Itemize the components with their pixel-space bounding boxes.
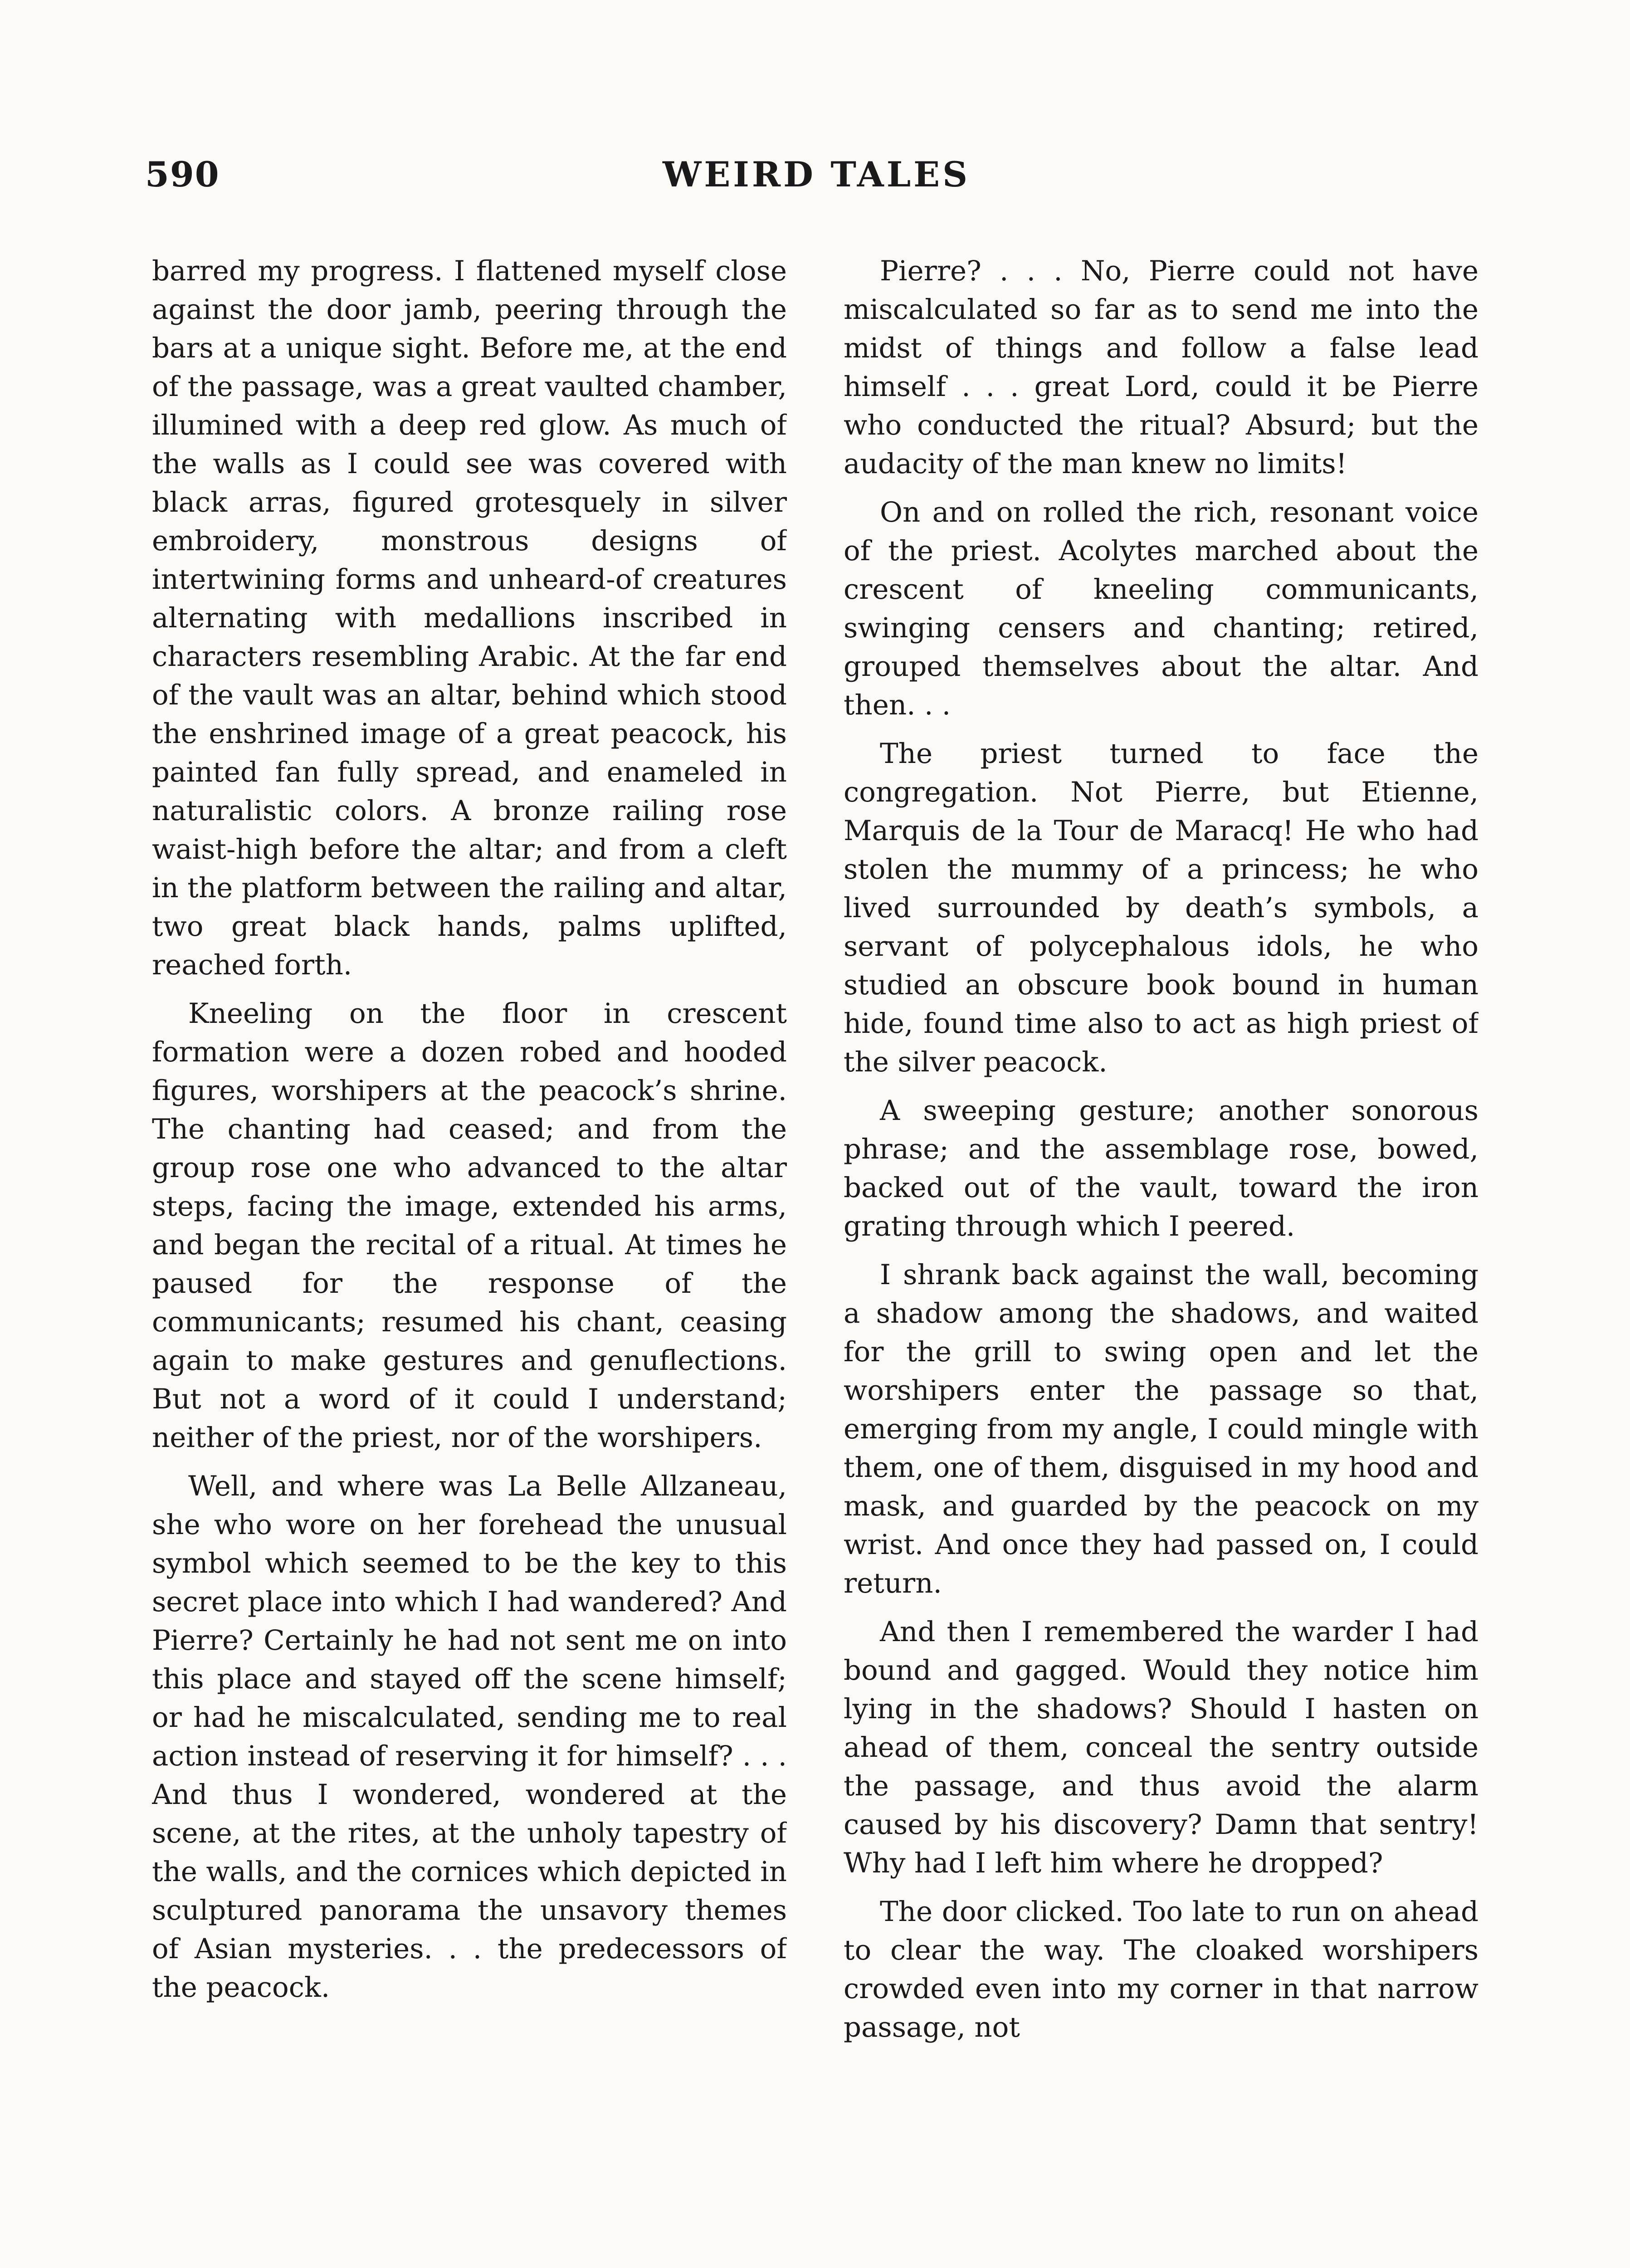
paragraph: I shrank back against the wall, becoming a shadow among the shadows, and waited for the grill to swing open and let the worshipers enter the passage so that, emerging from my angle, I could mingle with them, one of them, disguised in my hood and mask, and guarded by the peacock on my wrist. And once they had passed on, I could return. (844, 1259, 1479, 1599)
page-number: 590 (145, 154, 220, 195)
paragraph: The door clicked. Too late to run on ahead to clear the way. The cloaked worshipers crowded even into my corner in that narrow passage, not (844, 1896, 1479, 2043)
paragraph: On and on rolled the rich, resonant voice of the priest. Acolytes marched about the crescent of kneeling communicants, swinging censers and chanting; retired, grouped themselves about the altar. And then. . . (844, 496, 1479, 721)
running-title: WEIRD TALES (663, 154, 970, 195)
left-column (152, 252, 787, 2268)
paragraph: Well, and where was La Belle Allzaneau, she who wore on her forehead the unusual symbol which seemed to be the key to this secret place into which I had wandered? And Pierre? Certainly he had not sent me on into this place and stayed off the scene himself; or had he miscalculated, sending me to real action instead of reserving it for himself? . . . And thus I wondered, wondered at the scene, at the rites, at the unholy tapestry of the walls, and the cornices which depicted in sculptured panorama the unsavory themes of Asian mysteries. . . the predecessors of the peacock. (152, 1470, 787, 2004)
paragraph: A sweeping gesture; another sonorous phrase; and the assemblage rose, bowed, backed out of the vault, toward the iron grating through which I peered. (844, 1095, 1479, 1242)
paragraph: The priest turned to face the congregation. Not Pierre, but Etienne, Marquis de la Tour de Maracq! He who had stolen the mummy of a princess; he who lived surrounded by death’s symbols, a servant of polycephalous idols, he who studied an obscure book bound in human hide, found time also to act as high priest of the silver peacock. (844, 738, 1479, 1078)
paragraph: barred my progress. I flattened myself close against the door jamb, peering through the bars at a unique sight. Before me, at the end of the passage, was a great vaulted chamber, illumined with a deep red glow. As much of the walls as I could see was covered with black arras, figured grotesquely in silver embroidery, monstrous designs of intertwining forms and unheard-of creatures alternating with medallions inscribed in characters resembling Arabic. At the far end of the vault was an altar, behind which stood the enshrined image of a great peacock, his painted fan fully spread, and enameled in naturalistic colors. A bronze railing rose waist-high before the altar; and from a cleft in the platform between the railing and altar, two great black hands, palms uplifted, reached forth. (152, 255, 787, 981)
text-columns (152, 252, 1479, 2268)
paragraph: And then I remembered the warder I had bound and gagged. Would they notice him lying in the shadows? Should I hasten on ahead of them, conceal the sentry outside the passage, and thus avoid the alarm caused by his discovery? Damn that sentry! Why had I left him where he dropped? (844, 1616, 1479, 1879)
page-header (145, 154, 1488, 209)
paragraph: Kneeling on the floor in crescent formation were a dozen robed and hooded figures, worshipers at the peacock’s shrine. The chanting had ceased; and from the group rose one who advanced to the altar steps, facing the image, extended his arms, and began the recital of a ritual. At times he paused for the response of the communicants; resumed his chant, ceasing again to make gestures and genuflections. But not a word of it could I understand; neither of the priest, nor of the worshipers. (152, 997, 787, 1454)
paragraph: Pierre? . . . No, Pierre could not have miscalculated so far as to send me into the midst of things and follow a false lead himself . . . great Lord, could it be Pierre who conducted the ritual? Absurd; but the audacity of the man knew no limits! (844, 255, 1479, 480)
right-column (844, 252, 1479, 2268)
